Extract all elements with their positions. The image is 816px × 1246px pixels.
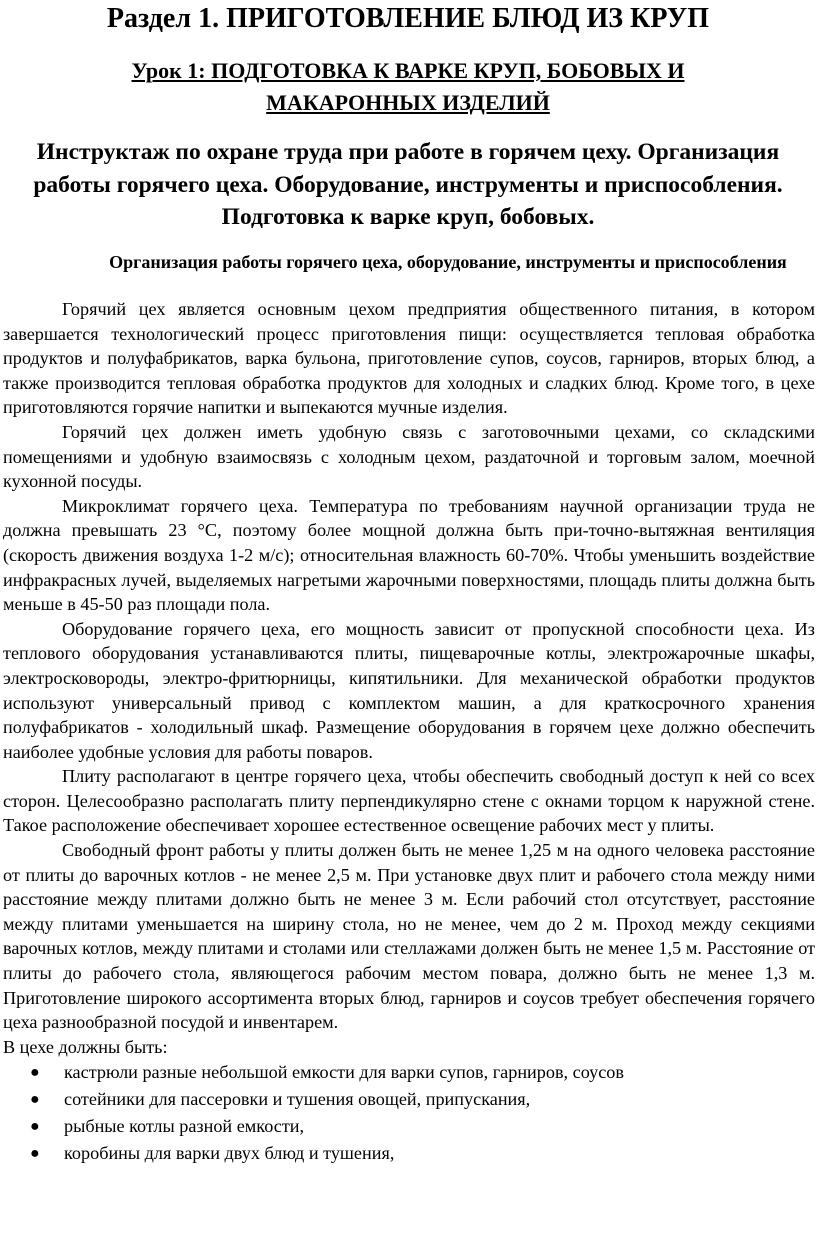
section-title: Раздел 1. ПРИГОТОВЛЕНИЕ БЛЮД ИЗ КРУП	[106, 3, 710, 34]
bullet-icon: ●	[30, 1091, 40, 1109]
list-item	[3, 1086, 815, 1113]
instruction-title: Инструктаж по охране труда при работе в горячем цеху. Организация работы горячего цеха. Оборудование, инструменты и приспособления. Подготовка к варке круп, бобовых.	[33, 139, 783, 230]
list-intro: В цехе должны быть:	[3, 1036, 168, 1057]
lesson-title: Урок 1: ПОДГОТОВКА К ВАРКЕ КРУП, БОБОВЫХ И МАКАРОННЫХ ИЗДЕЛИЙ	[131, 58, 685, 115]
list-item-text: коробины для варки двух блюд и тушения,	[64, 1143, 395, 1164]
bullet-icon: ●	[30, 1145, 40, 1163]
paragraph: Микроклимат горячего цеха. Температура по требованиям научной организации труда не должна превышать 23 °С, поэтому более мощной должна быть при-точно-вытяжная вентиляция (скорость движения воздуха 1-2 м/с); относительная влажность 60-70%. Чтобы уменьшить воздействие инфракрасных лучей, выделяемых нагретыми жарочными поверхностями, площадь плиты должна быть меньше в 45-50 раз площади пола.	[3, 495, 815, 615]
paragraph: Плиту располагают в центре горячего цеха, чтобы обеспечить свободный доступ к ней со всех сторон. Целесообразно располагать плиту перпендикулярно стене с окнами торцом к наружной стене. Такое расположение обеспечивает хорошее естественное освещение рабочих мест у плиты.	[3, 766, 815, 836]
document-body	[3, 297, 815, 1167]
bullet-icon: ●	[30, 1064, 40, 1082]
list-item-text: рыбные котлы разной емкости,	[64, 1116, 305, 1137]
list-item-text: кастрюли разные небольшой емкости для варки супов, гарниров, соусов	[64, 1062, 624, 1083]
bullet-icon: ●	[30, 1118, 40, 1136]
subsection-title: Организация работы горячего цеха, оборудование, инструменты и приспособления	[109, 252, 787, 272]
list-item	[3, 1113, 815, 1140]
paragraph: Свободный фронт работы у плиты должен быть не менее 1,25 м на одного человека расстояние от плиты до варочных котлов - не менее 2,5 м. При установке двух плит и рабочего стола между ними расстояние между плитами должно быть не менее 3 м. Если рабочий стол отсутствует, расстояние между плитами уменьшается на ширину стола, но не менее, чем до 2 м. Проход между секциями варочных котлов, между плитами и столами или стеллажами должен быть не менее 1,5 м. Расстояние от плиты до рабочего стола, являющегося рабочим местом повара, должно быть не менее 1,3 м. Приготовление широкого ассортимента вторых блюд, гарниров и соусов требует обеспечения горячего цеха разнообразной посудой и инвентарем.	[3, 840, 815, 1033]
list-item	[3, 1059, 815, 1086]
paragraph: Горячий цех является основным цехом предприятия общественного питания, в котором завершается технологический процесс приготовления пищи: осуществляется тепловая обработка продуктов и полуфабрикатов, варка бульона, приготовление супов, соусов, гарниров, вторых блюд, а также производится тепловая обработка продуктов для холодных и сладких блюд. Кроме того, в цехе приготовляются горячие напитки и выпекаются мучные изделия.	[3, 299, 815, 418]
equipment-list	[3, 1059, 815, 1167]
paragraph: Горячий цех должен иметь удобную связь с заготовочными цехами, со складскими помещениями и удобную взаимосвязь с холодным цехом, раздаточной и торговым залом, моечной кухонной посуды.	[3, 421, 815, 492]
list-item-text: сотейники для пассеровки и тушения овощей, припускания,	[64, 1089, 531, 1110]
list-item	[3, 1140, 815, 1167]
paragraph: Оборудование горячего цеха, его мощность зависит от пропускной способности цеха. Из теплового оборудования устанавливаются плиты, пищеварочные котлы, электрожарочные шкафы, электросковороды, электро-фритюрницы, кипятильники. Для механической обработки продуктов используют универсальный привод с комплектом машин, а для краткосрочного хранения полуфабрикатов - холодильный шкаф. Размещение оборудования в горячем цехе должно обеспечить наиболее удобные условия для работы поваров.	[3, 618, 815, 762]
